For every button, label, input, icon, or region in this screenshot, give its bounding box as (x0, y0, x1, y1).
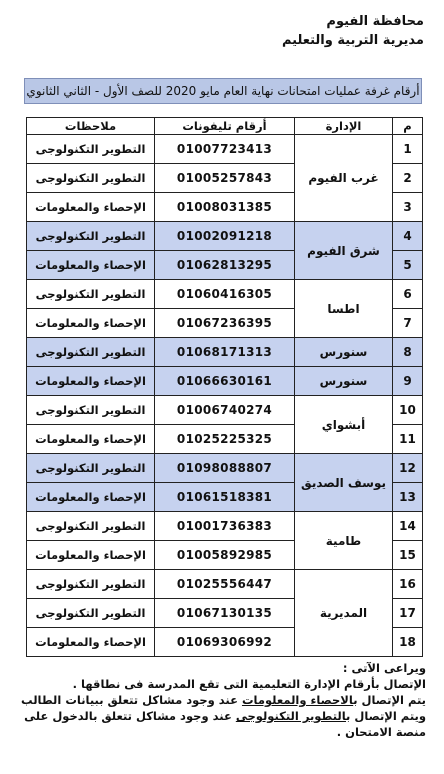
notes-cell: التطوير التكنولوجى (27, 222, 155, 251)
footer-line-1: الإتصال بأرقام الإدارة التعليمية التى تقع المدرسة فى نطاقها . (72, 677, 426, 691)
footer-line-2-post: عند وجود مشاكل تتعلق ببيانات الطالب (21, 693, 242, 707)
table-row (27, 222, 423, 251)
footer-line-3-pre: ويتم الإتصال ب (346, 709, 426, 723)
header-notes: ملاحظات (27, 118, 155, 135)
notes-cell: الإحصاء والمعلومات (27, 309, 155, 338)
row-number: 6 (393, 280, 423, 309)
phone-number: 01098088807 (155, 454, 295, 483)
row-number: 2 (393, 164, 423, 193)
notes-cell: التطوير التكنولوجى (27, 280, 155, 309)
phone-number: 01060416305 (155, 280, 295, 309)
phone-number: 01025556447 (155, 570, 295, 599)
row-number: 14 (393, 512, 423, 541)
phone-number: 01067236395 (155, 309, 295, 338)
table-header-row (27, 118, 423, 135)
footer-line-3-post: عند وجود مشاكل تتعلق بالدخول على منصة الامتحان . (24, 709, 426, 739)
table-row (27, 338, 423, 367)
directorate-name: مديرية التربية والتعليم (281, 33, 424, 48)
phone-number: 01025225325 (155, 425, 295, 454)
administration-cell: يوسف الصديق (295, 454, 393, 512)
header-admin: الإدارة (295, 118, 393, 135)
table-body (27, 135, 423, 657)
row-number: 12 (393, 454, 423, 483)
row-number: 10 (393, 396, 423, 425)
table-row (27, 135, 423, 164)
notes-cell: التطوير التكنولوجى (27, 135, 155, 164)
phone-number: 01061518381 (155, 483, 295, 512)
phone-number: 01008031385 (155, 193, 295, 222)
footer-line-3 (16, 708, 426, 740)
administration-cell: المديرية (295, 570, 393, 657)
row-number: 11 (393, 425, 423, 454)
administration-cell: اطسا (295, 280, 393, 338)
notes-cell: الإحصاء والمعلومات (27, 367, 155, 396)
phone-number: 01067130135 (155, 599, 295, 628)
phone-number: 01066630161 (155, 367, 295, 396)
notes-cell: الإحصاء والمعلومات (27, 628, 155, 657)
row-number: 5 (393, 251, 423, 280)
table-row (27, 396, 423, 425)
footer-line-2-underlined: الاحصاء والمعلومات (241, 693, 354, 707)
notes-cell: الإحصاء والمعلومات (27, 425, 155, 454)
administration-cell: أبشواي (295, 396, 393, 454)
administration-cell: شرق الفيوم (295, 222, 393, 280)
table-row (27, 570, 423, 599)
header-phones: أرقام تليفونات (155, 118, 295, 135)
table-row (27, 454, 423, 483)
phone-number: 01062813295 (155, 251, 295, 280)
phone-number: 01068171313 (155, 338, 295, 367)
administration-cell: سنورس (295, 367, 393, 396)
row-number: 17 (393, 599, 423, 628)
notes-cell: الإحصاء والمعلومات (27, 483, 155, 512)
notes-cell: التطوير التكنولوجى (27, 570, 155, 599)
document-header (282, 12, 424, 50)
administration-cell: طامية (295, 512, 393, 570)
table-row (27, 280, 423, 309)
footer-line-2-pre: يتم الإتصال ب (353, 693, 426, 707)
row-number: 8 (393, 338, 423, 367)
row-number: 13 (393, 483, 423, 512)
row-number: 18 (393, 628, 423, 657)
phone-number: 01001736383 (155, 512, 295, 541)
phone-number: 01006740274 (155, 396, 295, 425)
phone-number: 01002091218 (155, 222, 295, 251)
notes-cell: الإحصاء والمعلومات (27, 193, 155, 222)
notes-cell: التطوير التكنولوجى (27, 512, 155, 541)
row-number: 4 (393, 222, 423, 251)
row-number: 9 (393, 367, 423, 396)
notes-cell: التطوير التكنولوجى (27, 599, 155, 628)
footer-line-3-underlined: التطوير التكنولوجى (235, 709, 347, 723)
row-number: 3 (393, 193, 423, 222)
phone-number: 01005892985 (155, 541, 295, 570)
row-number: 15 (393, 541, 423, 570)
administration-cell: سنورس (295, 338, 393, 367)
footer-notes (16, 660, 426, 740)
row-number: 16 (393, 570, 423, 599)
header-num: م (393, 118, 423, 135)
table-row (27, 367, 423, 396)
notes-cell: التطوير التكنولوجى (27, 338, 155, 367)
notes-cell: التطوير التكنولوجى (27, 396, 155, 425)
notes-cell: الإحصاء والمعلومات (27, 251, 155, 280)
governorate-name: محافظة الفيوم (326, 14, 424, 29)
notes-cell: التطوير التكنولوجى (27, 164, 155, 193)
footer-line-2 (16, 692, 426, 708)
row-number: 1 (393, 135, 423, 164)
phone-number: 01007723413 (155, 135, 295, 164)
phone-number: 01069306992 (155, 628, 295, 657)
administration-cell: غرب الفيوم (295, 135, 393, 222)
footer-intro: ويراعى الآتى : (342, 661, 426, 675)
phone-number: 01005257843 (155, 164, 295, 193)
row-number: 7 (393, 309, 423, 338)
notes-cell: التطوير التكنولوجى (27, 454, 155, 483)
phone-table (26, 117, 423, 657)
notes-cell: الإحصاء والمعلومات (27, 541, 155, 570)
table-title-banner: أرقام غرفة عمليات امتحانات نهاية العام مايو 2020 للصف الأول - الثاني الثانوي (24, 78, 422, 104)
table-row (27, 512, 423, 541)
